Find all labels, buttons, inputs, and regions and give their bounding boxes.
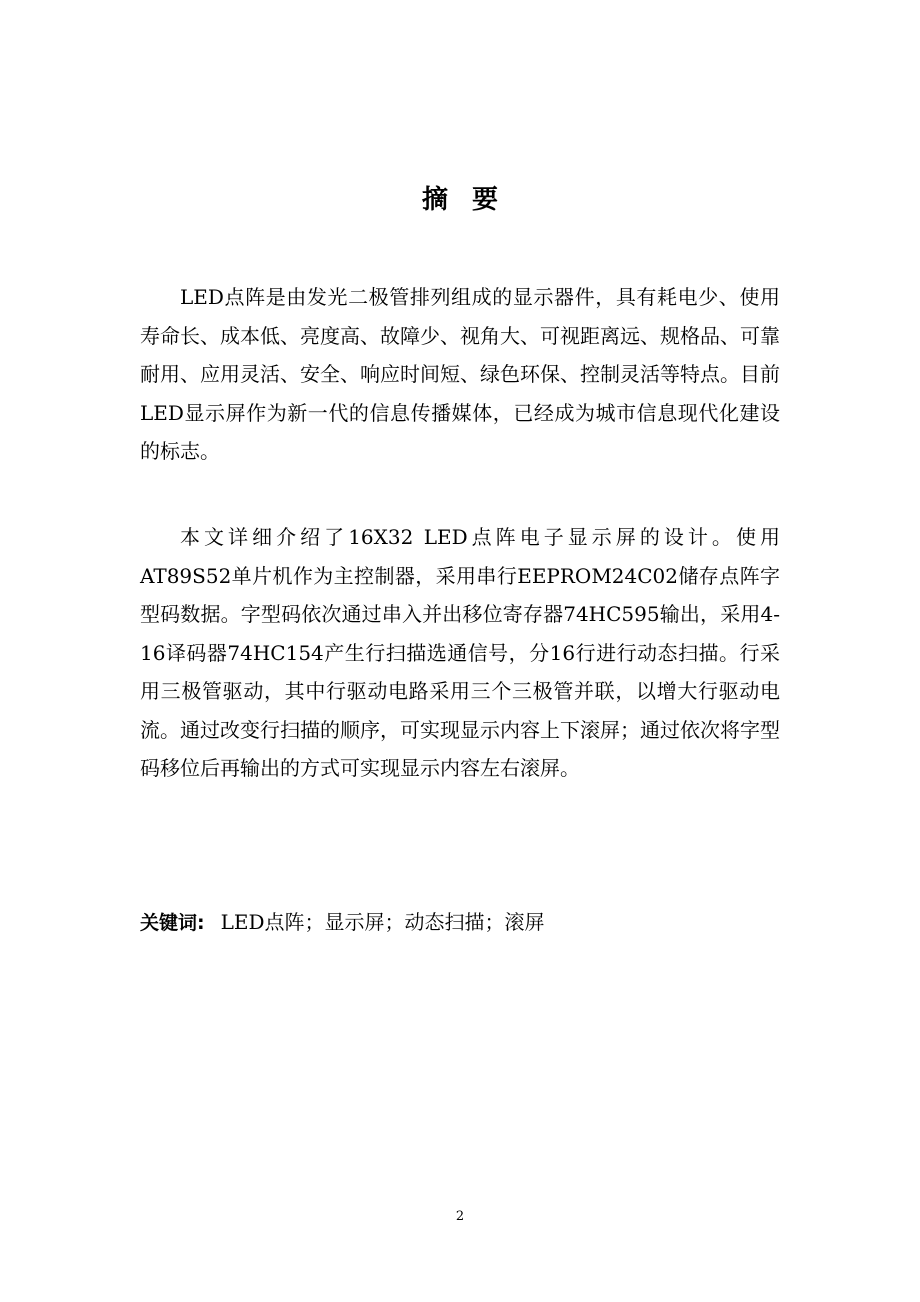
keywords-line — [140, 903, 780, 942]
abstract-paragraph-1: LED点阵是由发光二极管排列组成的显示器件，具有耗电少、使用寿命长、成本低、亮度高、故障少、视角大、可视距离远、规格品、可靠耐用、应用灵活、安全、响应时间短、绿色环保、控制灵活等特点。目前LED显示屏作为新一代的信息传播媒体，已经成为城市信息现代化建设的标志。 — [140, 285, 780, 463]
keywords-value: LED点阵；显示屏；动态扫描；滚屏 — [220, 910, 545, 934]
keywords-label: 关键词: — [140, 912, 205, 934]
page-title: 摘要 — [421, 185, 522, 215]
abstract-paragraph-2: 本文详细介绍了16X32 LED点阵电子显示屏的设计。使用AT89S52单片机作为主控制器，采用串行EEPROM24C02储存点阵字型码数据。字型码依次通过串入并出移位寄存器74HC595输出，采用4-16译码器74HC154产生行扫描选通信号，分16行进行动态扫描。行采用三极管驱动，其中行驱动电路采用三个三极管并联，以增大行驱动电流。通过改变行扫描的顺序，可实现显示内容上下滚屏；通过依次将字型码移位后再输出的方式可实现显示内容左右滚屏。 — [140, 525, 780, 780]
page-number: 2 — [455, 1209, 465, 1224]
